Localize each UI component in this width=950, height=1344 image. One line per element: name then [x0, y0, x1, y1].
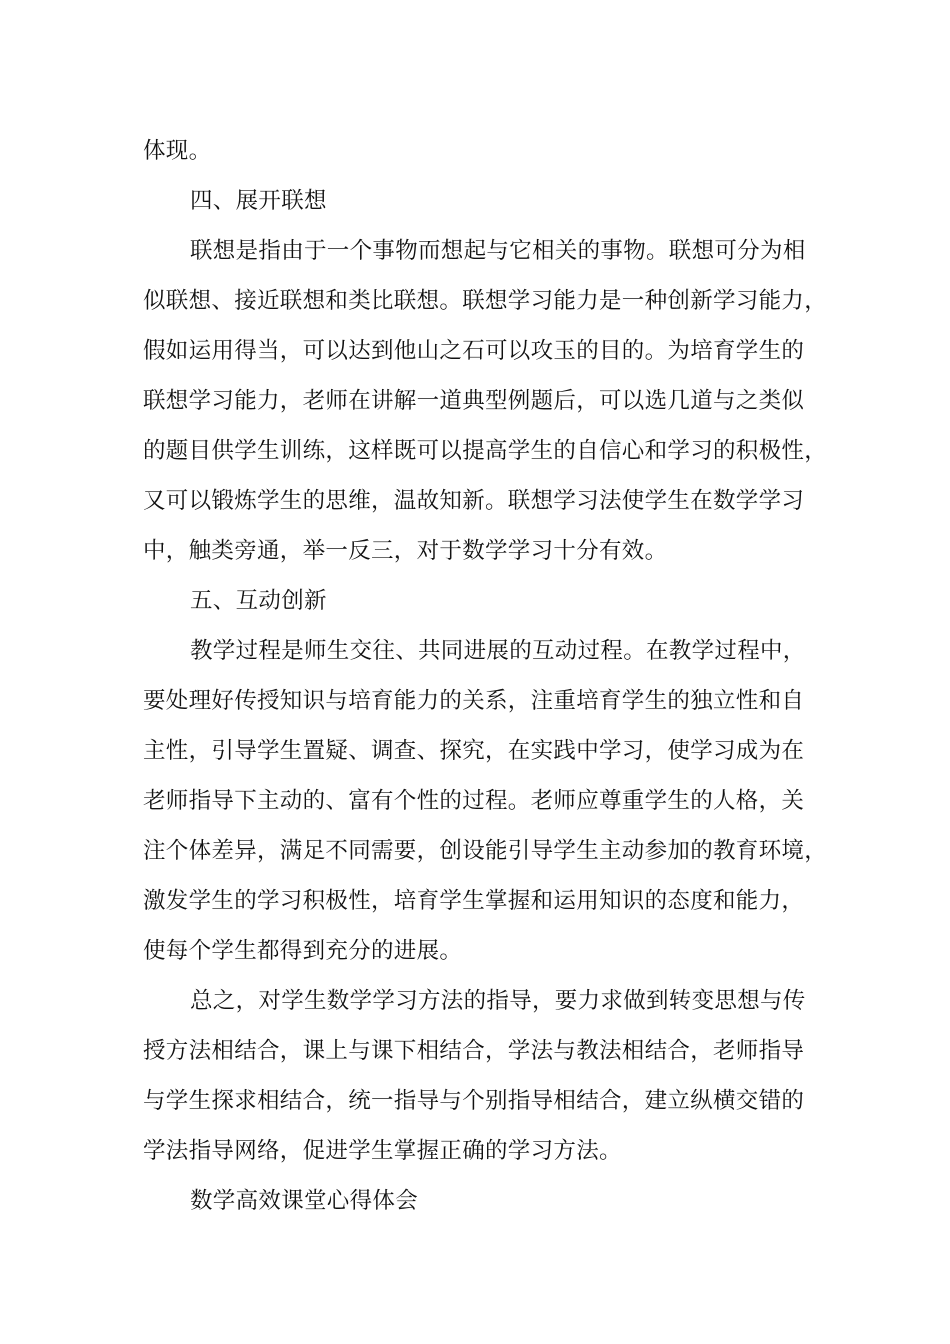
paragraph-line: 联想学习能力，老师在讲解一道典型例题后，可以选几道与之类似	[143, 388, 805, 414]
paragraph-line: 总之，对学生数学学习方法的指导，要力求做到转变思想与传	[190, 988, 806, 1014]
paragraph-line: 体现。	[143, 138, 212, 164]
section-heading: 五、互动创新	[190, 588, 327, 614]
paragraph-line: 的题目供学生训练，这样既可以提高学生的自信心和学习的积极性，	[143, 438, 828, 464]
paragraph-line: 要处理好传授知识与培育能力的关系，注重培育学生的独立性和自	[143, 688, 805, 714]
section-heading: 四、展开联想	[190, 188, 327, 214]
paragraph-line: 假如运用得当，可以达到他山之石可以攻玉的目的。为培育学生的	[143, 338, 805, 364]
paragraph-line: 中，触类旁通，举一反三，对于数学学习十分有效。	[143, 538, 668, 564]
paragraph-line: 教学过程是师生交往、共同进展的互动过程。在教学过程中，	[190, 638, 806, 664]
paragraph-line: 主性，引导学生置疑、调查、探究，在实践中学习，使学习成为在	[143, 738, 805, 764]
paragraph-line: 激发学生的学习积极性，培育学生掌握和运用知识的态度和能力，	[143, 888, 805, 914]
document-subtitle: 数学高效课堂心得体会	[190, 1188, 419, 1214]
paragraph-line: 老师指导下主动的、富有个性的过程。老师应尊重学生的人格，关	[143, 788, 805, 814]
paragraph-line: 使每个学生都得到充分的进展。	[143, 938, 463, 964]
paragraph-line: 似联想、接近联想和类比联想。联想学习能力是一种创新学习能力，	[143, 288, 828, 314]
paragraph-line: 注个体差异，满足不同需要，创设能引导学生主动参加的教育环境，	[143, 838, 828, 864]
paragraph-line: 与学生探求相结合，统一指导与个别指导相结合，建立纵横交错的	[143, 1088, 805, 1114]
paragraph-line: 授方法相结合，课上与课下相结合，学法与教法相结合，老师指导	[143, 1038, 805, 1064]
paragraph-line: 联想是指由于一个事物而想起与它相关的事物。联想可分为相	[190, 238, 806, 264]
paragraph-line: 学法指导网络，促进学生掌握正确的学习方法。	[143, 1138, 622, 1164]
paragraph-line: 又可以锻炼学生的思维，温故知新。联想学习法使学生在数学学习	[143, 488, 805, 514]
